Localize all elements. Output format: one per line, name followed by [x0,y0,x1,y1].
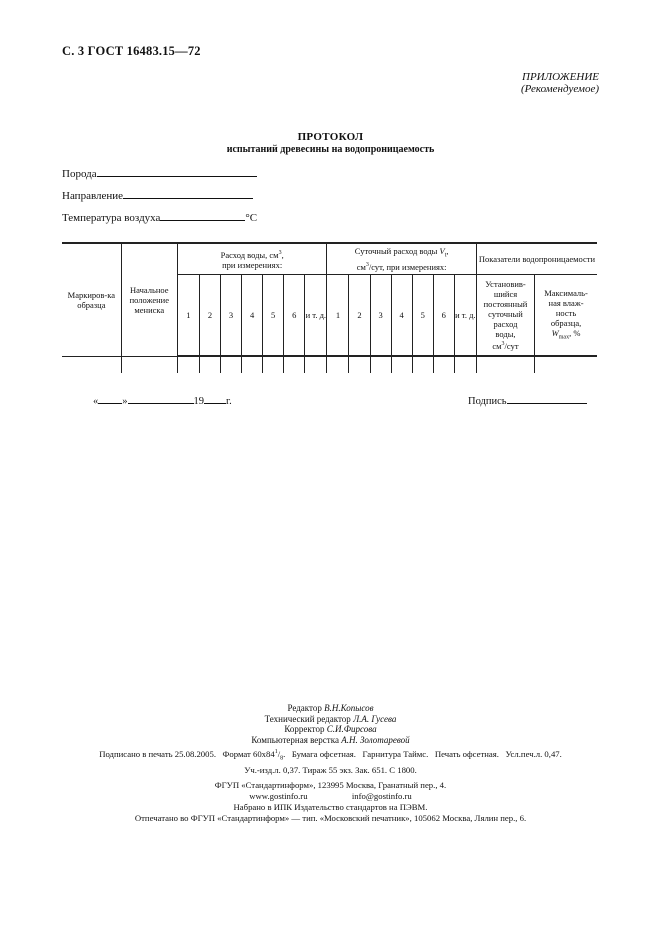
publisher-contacts [0,791,661,802]
credits-block [0,703,661,745]
flow-measure-3: 3 [221,275,242,357]
month-blank [128,392,194,404]
temperature-label: Температура воздуха [62,212,161,224]
print-info [0,747,661,776]
appendix-label [521,71,599,95]
temperature-blank [160,209,245,221]
col-indicators-group: Показатели водопроницаемости [476,243,597,275]
daily-measure-1: 1 [327,275,349,357]
title-main: ПРОТОКОЛ [297,131,364,143]
flow-measure-1: 1 [177,275,199,357]
publisher-address: ФГУП «Стандартинформ», 123995 Москва, Гранатный пер., 4. [214,780,447,790]
publisher-block [0,780,661,824]
date-open-quote: « [93,396,99,407]
date-close-quote: » [122,396,128,407]
date-line [93,392,232,407]
flow-measure-etc: и т. д. [305,275,327,357]
year-blank [204,392,226,404]
daily-measure-2: 2 [349,275,370,357]
breed-blank [97,165,257,177]
breed-field [62,165,257,180]
credit-layout: Компьютерная верстка А.Н. Золотаревой [251,734,410,745]
appendix-title: ПРИЛОЖЕНИЕ [522,71,599,83]
temperature-unit: °С [245,212,258,224]
flow-measure-4: 4 [242,275,263,357]
signature-blank [507,392,587,404]
breed-label: Порода [62,168,97,180]
signature-label: Подпись [468,396,507,407]
credit-proofreader: Корректор С.И.Фирсова [284,724,377,734]
signature-line [468,392,587,407]
day-blank [98,392,122,404]
flow-measure-2: 2 [199,275,220,357]
daily-measure-6: 6 [433,275,454,357]
direction-field [62,187,253,202]
daily-measure-5: 5 [412,275,433,357]
direction-label: Направление [62,190,124,202]
col-marking: Маркиров-ка образца [62,243,121,356]
flow-measure-6: 6 [284,275,305,357]
col-meniscus: Начальное положение мениска [121,243,177,356]
credit-tech-editor: Технический редактор Л.А. Гусева [264,713,397,724]
publisher-email[interactable]: info@gostinfo.ru [351,791,412,801]
date-suffix: г. [226,396,232,407]
title-subtitle: испытаний древесины на водопроницаемость [226,144,435,155]
publisher-printed: Отпечатано во ФГУП «Стандартинформ» — тип. «Московский печатник», 105062 Москва, Лялин пер., 6. [134,813,527,823]
date-year: 19 [193,396,204,407]
flow-measure-5: 5 [263,275,284,357]
daily-measure-4: 4 [391,275,412,357]
credit-editor: Редактор В.Н.Копысов [287,703,374,713]
publisher-site[interactable]: www.gostinfo.ru [249,791,308,801]
page-header: С. 3 ГОСТ 16483.15—72 [62,44,201,58]
temperature-field [62,209,257,224]
daily-measure-3: 3 [370,275,391,357]
protocol-title [0,131,661,155]
col-daily-group: Суточный расход воды $V_t$, $см^3$/сут, при измерениях: [327,243,476,275]
col-max-moisture: Максималь- ная влаж- ность образца, $W_{max}$, % [535,275,597,357]
print-info-line2: Уч.-изд.л. 0,37. Тираж 55 экз. Зак. 651. С 1800. [244,764,417,775]
appendix-note: (Рекомендуемое) [520,83,599,95]
publisher-typeset: Набрано в ИПК Издательство стандартов на ПЭВМ. [233,802,428,812]
daily-measure-etc: и т. д. [454,275,476,357]
col-flow-group: Расход воды, $см^3$, при измерениях: [177,243,327,275]
direction-blank [123,187,253,199]
protocol-table [62,242,597,373]
col-steady-flow: Установив- шийся постоянный суточный расход воды, $см^3$/сут [476,275,534,357]
print-info-line1: Подписано в печать 25.08.2005. Формат $60х84^1/_8$. Бумага офсетная. Гарнитура Таймс. Печать офсетная. Усл.печ.л. 0,47. [99,748,562,762]
